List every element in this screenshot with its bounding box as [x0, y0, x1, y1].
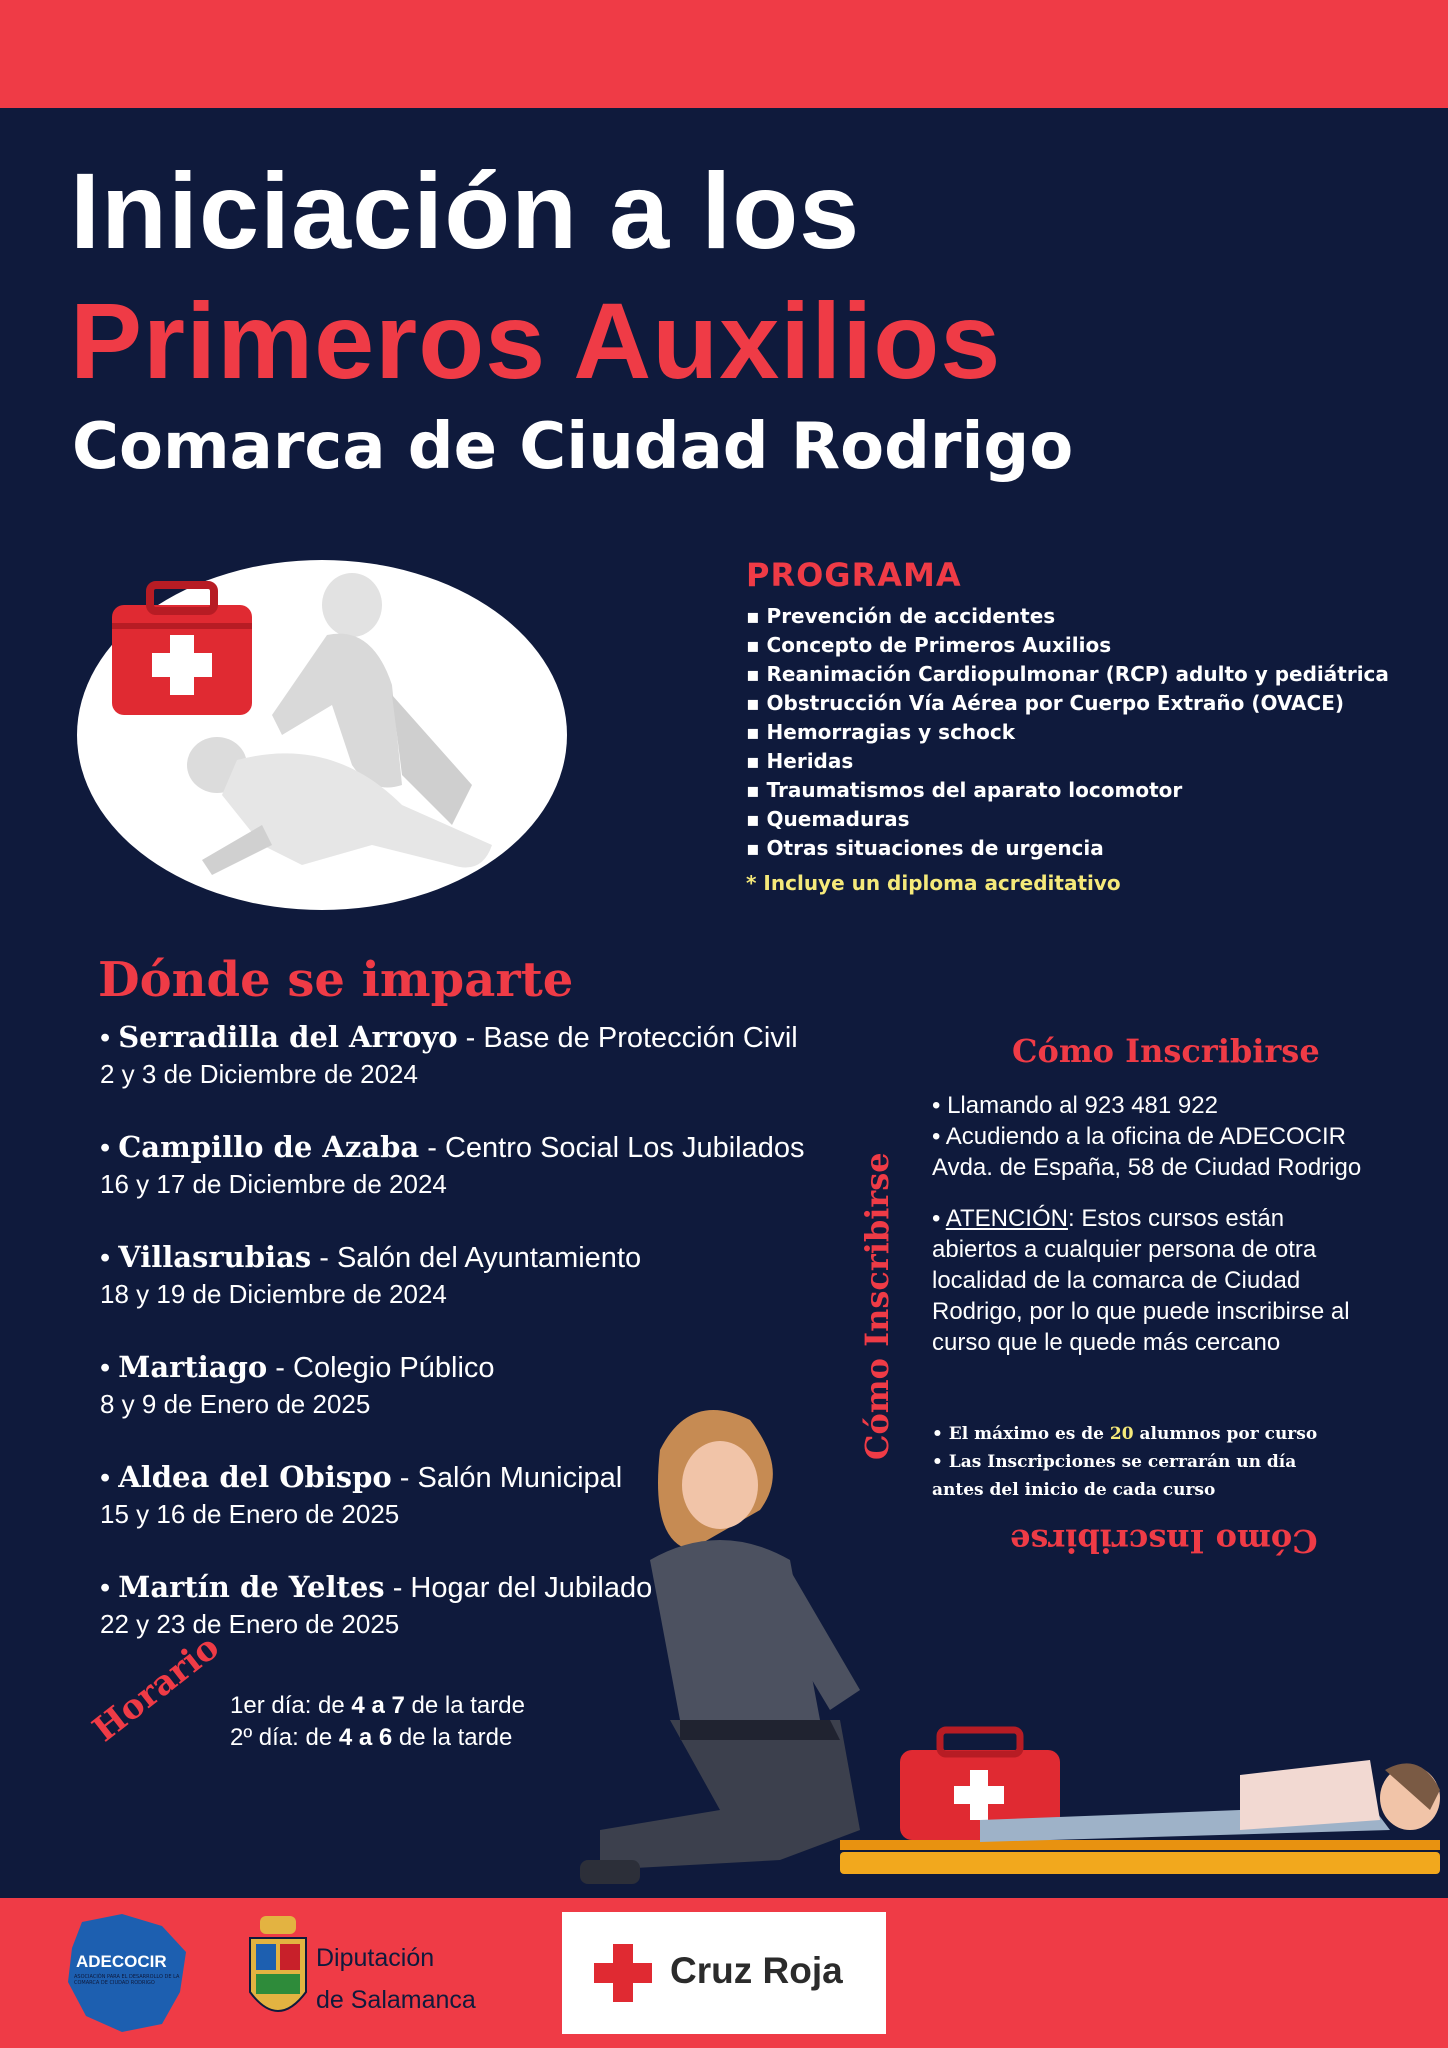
programa-list — [746, 602, 1426, 863]
list-item: ▪ Heridas — [746, 747, 1426, 776]
list-item: ▪ Otras situaciones de urgencia — [746, 834, 1426, 863]
venue-item: • Campillo de Azaba - Centro Social Los Jubilados 16 y 17 de Diciembre de 2024 — [100, 1128, 860, 1238]
inscripcion-vertical-label: Cómo Inscribirse — [858, 1152, 896, 1460]
venue-dates: 16 y 17 de Diciembre de 2024 — [100, 1169, 447, 1199]
cruzroja-name: Cruz Roja — [670, 1950, 843, 1991]
page-title-line2: Primeros Auxilios — [70, 280, 1002, 401]
diputacion-logo — [246, 1912, 486, 2034]
list-item: ▪ Quemaduras — [746, 805, 1426, 834]
venue-dates: 15 y 16 de Enero de 2025 — [100, 1499, 400, 1529]
venue-dates: 2 y 3 de Diciembre de 2024 — [100, 1059, 418, 1089]
adecocir-tagline: ASOCIACIÓN PARA EL DESARROLLO DE LA COMARCA DE CIUDAD RODRIGO — [74, 1974, 180, 1986]
horario-label: Horario — [85, 1627, 227, 1750]
programa-heading: PROGRAMA — [746, 556, 962, 594]
venue-location: Salón del Ayuntamiento — [336, 1242, 642, 1274]
cpr-illustration — [72, 545, 572, 915]
inscripcion-address: Avda. de España, 58 de Ciudad Rodrigo — [932, 1154, 1362, 1181]
venue-location: Colegio Público — [293, 1352, 495, 1384]
top-banner — [0, 0, 1448, 108]
red-cross-icon — [592, 1942, 654, 2004]
venue-place: Campillo de Azaba — [118, 1130, 420, 1164]
venue-location: Base de Protección Civil — [483, 1022, 798, 1054]
cruzroja-logo — [562, 1912, 886, 2034]
inscripcion-phone: • Llamando al 923 481 922 — [932, 1092, 1218, 1119]
diputacion-line2: de Salamanca — [316, 1986, 476, 2014]
attention-line: curso que le quede más cercano — [932, 1329, 1281, 1356]
venue-place: Villasrubias — [118, 1240, 312, 1274]
donde-heading: Dónde se imparte — [98, 952, 574, 1008]
list-item: ▪ Hemorragias y schock — [746, 718, 1426, 747]
venue-item: • Villasrubias - Salón del Ayuntamiento 18 y 19 de Diciembre de 2024 — [100, 1238, 860, 1348]
venue-dates: 18 y 19 de Diciembre de 2024 — [100, 1279, 447, 1309]
list-item: ▪ Reanimación Cardiopulmonar (RCP) adulto y pediátrica — [746, 660, 1426, 689]
venue-location: Hogar del Jubilado — [410, 1572, 653, 1604]
adecocir-logo — [62, 1912, 192, 2034]
venue-dates: 22 y 23 de Enero de 2025 — [100, 1609, 400, 1639]
attention-line: localidad de la comarca de Ciudad — [932, 1267, 1301, 1294]
horario-day2: 2º día: de 4 a 6 de la tarde — [230, 1724, 513, 1751]
list-item: ▪ Traumatismos del aparato locomotor — [746, 776, 1426, 805]
list-item: ▪ Concepto de Primeros Auxilios — [746, 631, 1426, 660]
venue-place: Serradilla del Arroyo — [118, 1020, 458, 1054]
venue-item: • Martín de Yeltes - Hogar del Jubilado 22 y 23 de Enero de 2025 — [100, 1568, 860, 1678]
attention-label: ATENCIÓN — [945, 1205, 1068, 1232]
page-title-line1: Iniciación a los — [70, 150, 861, 271]
venue-dates: 8 y 9 de Enero de 2025 — [100, 1389, 371, 1419]
closing-note: antes del inicio de cada curso — [932, 1480, 1216, 1500]
inscripcion-office: • Acudiendo a la oficina de ADECOCIR — [932, 1123, 1346, 1150]
venue-item: • Aldea del Obispo - Salón Municipal 15 y 16 de Enero de 2025 — [100, 1458, 860, 1568]
adecocir-map-icon — [62, 1912, 192, 2034]
venue-location: Salón Municipal — [417, 1462, 623, 1494]
venue-place: Aldea del Obispo — [118, 1460, 392, 1494]
inscripcion-mirrored-label: Cómo Inscribirse — [1010, 1522, 1318, 1560]
coat-of-arms-icon — [246, 1912, 310, 2034]
list-item: ▪ Prevención de accidentes — [746, 602, 1426, 631]
paramedic-illustration — [540, 1390, 1448, 1898]
attention-line: abiertos a cualquier persona de otra — [932, 1236, 1317, 1263]
diploma-note: * Incluye un diploma acreditativo — [746, 871, 1121, 895]
closing-note: • Las Inscripciones se cerrarán un día — [932, 1452, 1297, 1472]
adecocir-name: ADECOCIR — [76, 1952, 167, 1971]
list-item: ▪ Obstrucción Vía Aérea por Cuerpo Extraño (OVACE) — [746, 689, 1426, 718]
inscripcion-heading: Cómo Inscribirse — [1012, 1032, 1320, 1070]
page-subtitle: Comarca de Ciudad Rodrigo — [72, 410, 1074, 484]
horario-day1: 1er día: de 4 a 7 de la tarde — [230, 1692, 525, 1719]
venue-location: Centro Social Los Jubilados — [444, 1132, 805, 1164]
attention-line: • ATENCIÓN: Estos cursos están — [932, 1205, 1285, 1232]
max-students-note: • El máximo es de 20 alumnos por curso — [932, 1424, 1318, 1444]
venue-place: Martín de Yeltes — [118, 1570, 385, 1604]
diputacion-line1: Diputación — [316, 1944, 435, 1972]
attention-line: Rodrigo, por lo que puede inscribirse al — [932, 1298, 1350, 1325]
inscripcion-details — [932, 1090, 1432, 1358]
venue-place: Martiago — [118, 1350, 268, 1384]
venue-item: • Serradilla del Arroyo - Base de Protección Civil 2 y 3 de Diciembre de 2024 — [100, 1018, 860, 1128]
horario-schedule — [230, 1690, 525, 1754]
venue-item: • Martiago - Colegio Público 8 y 9 de Enero de 2025 — [100, 1348, 860, 1458]
programa-section — [746, 556, 1426, 895]
